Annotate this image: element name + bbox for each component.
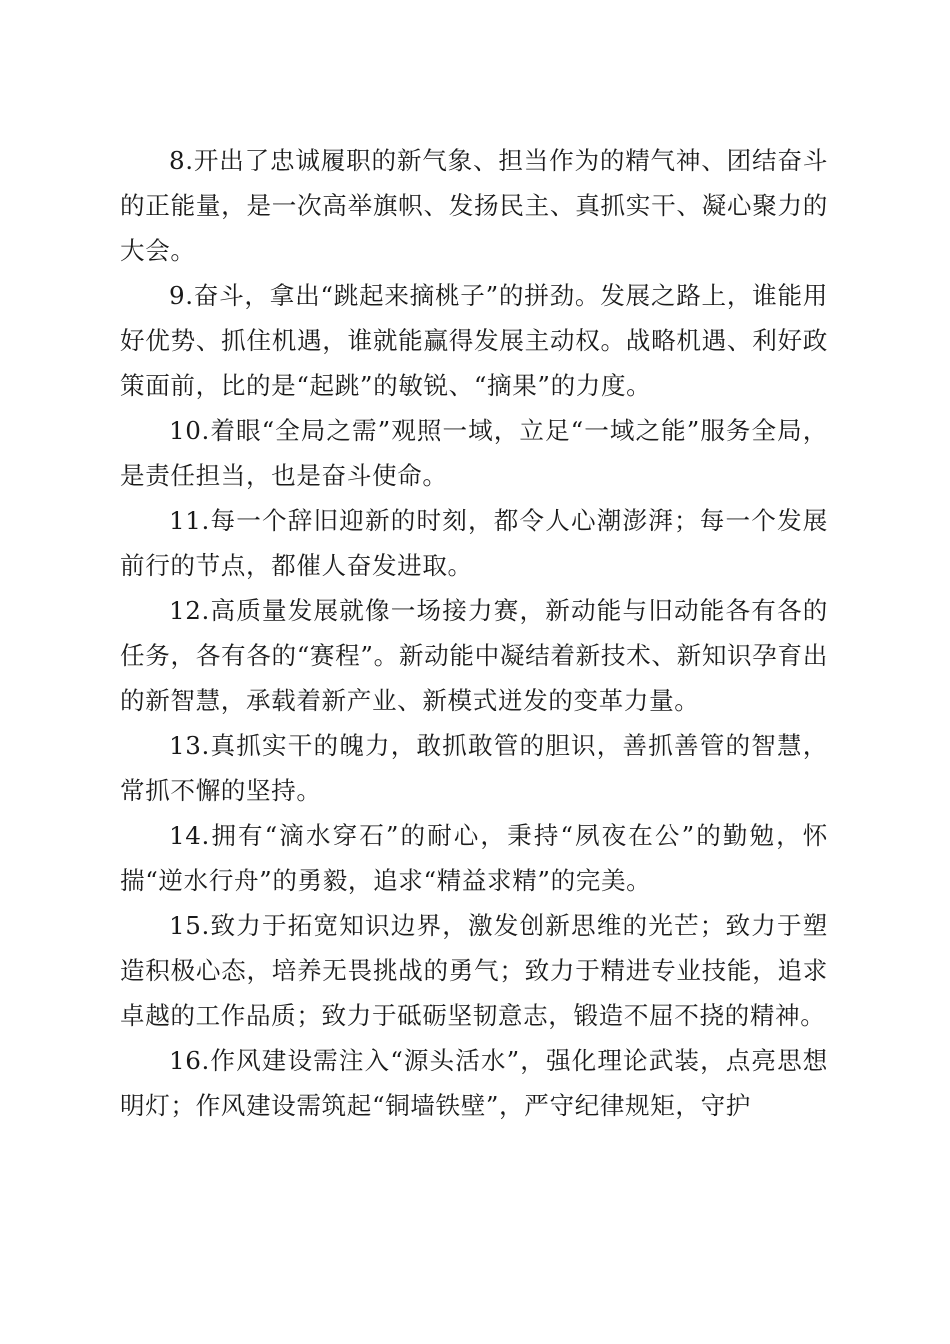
paragraph-16: 16.作风建设需注入“源头活水”，强化理论武装，点亮思想明灯；作风建设需筑起“铜墙铁壁”，严守纪律规矩，守护 [120,1046,828,1120]
paragraph-15: 15.致力于拓宽知识边界，激发创新思维的光芒；致力于塑造积极心态，培养无畏挑战的勇气；致力于精进专业技能，追求卓越的工作品质；致力于砥砺坚韧意志，锻造不屈不挠的精神。 [120,911,828,1030]
paragraph-12: 12.高质量发展就像一场接力赛，新动能与旧动能各有各的任务，各有各的“赛程”。新动能中凝结着新技术、新知识孕育出的新智慧，承载着新产业、新模式迸发的变革力量。 [120,596,828,715]
paragraph-8: 8.开出了忠诚履职的新气象、担当作为的精气神、团结奋斗的正能量，是一次高举旗帜、发扬民主、真抓实干、凝心聚力的大会。 [120,146,828,265]
paragraph-14: 14.拥有“滴水穿石”的耐心，秉持“夙夜在公”的勤勉，怀揣“逆水行舟”的勇毅，追求“精益求精”的完美。 [120,821,828,895]
paragraph-9: 9.奋斗，拿出“跳起来摘桃子”的拼劲。发展之路上，谁能用好优势、抓住机遇，谁就能赢得发展主动权。战略机遇、利好政策面前，比的是“起跳”的敏锐、“摘果”的力度。 [120,281,828,400]
paragraph-10: 10.着眼“全局之需”观照一域，立足“一域之能”服务全局，是责任担当，也是奋斗使命。 [120,416,828,490]
document-body [120,138,828,1128]
paragraph-13: 13.真抓实干的魄力，敢抓敢管的胆识，善抓善管的智慧，常抓不懈的坚持。 [120,731,828,805]
paragraph-11: 11.每一个辞旧迎新的时刻，都令人心潮澎湃；每一个发展前行的节点，都催人奋发进取。 [120,506,828,580]
